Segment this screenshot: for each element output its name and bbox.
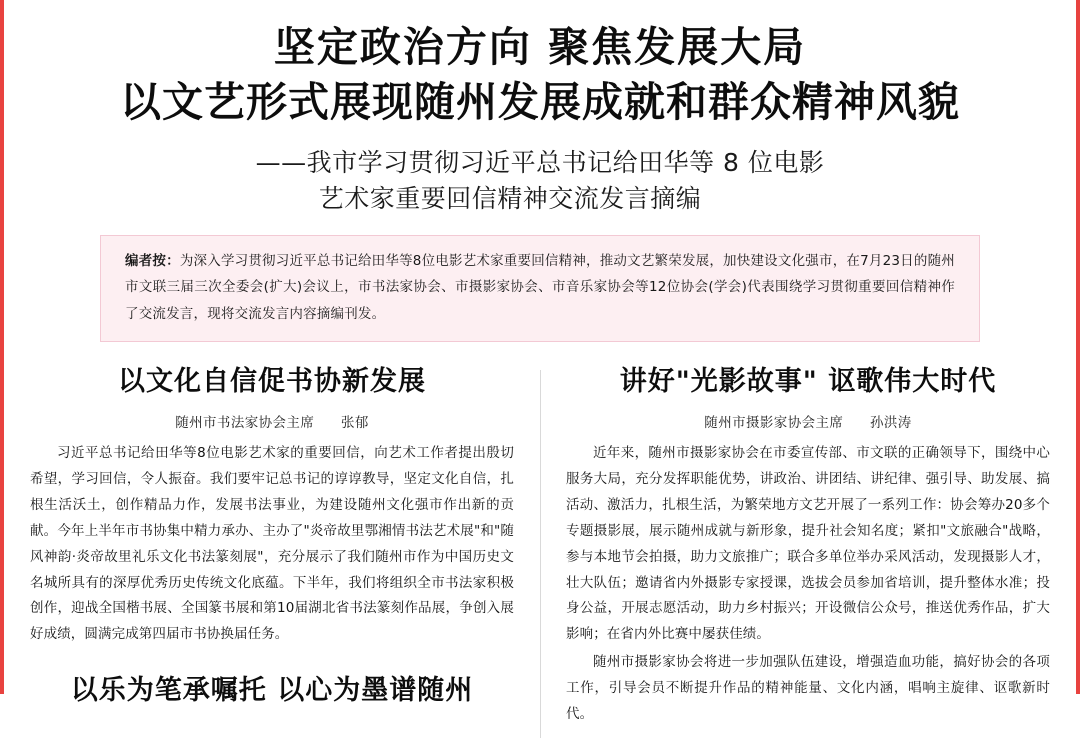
left-article-affiliation: 随州市书法家协会主席 [175, 415, 315, 432]
right-article-paragraph-2: 随州市摄影家协会将进一步加强队伍建设，增强造血功能，搞好协会的各项工作，引导会员不断提升作品的精神能量、文化内涵，唱响主旋律、讴歌新时代。 [566, 654, 1050, 723]
headline-line-1: 坚定政治方向 聚焦发展大局 [273, 23, 807, 71]
subheadline-line-1: ——我市学习贯彻习近平总书记给田华等 8 位电影 [255, 147, 825, 177]
editor-note-box [100, 235, 980, 342]
left-article-paragraph-1: 习近平总书记给田华等8位电影艺术家的重要回信，向艺术工作者提出殷切希望，学习回信，令人振奋。我们要牢记总书记的谆谆教导，坚定文化自信，扎根生活沃土，创作精品力作，发展书法事业，为建设随州文化强市作出新的贡献。今年上半年市书协集中精力承办、主办了"炎帝故里鄂湘情书法艺术展"和"随风神韵·炎帝故里礼乐文化书法篆刻展"，充分展示了我们随州市作为中国历史文名城所具有的深厚优秀历史传统文化底蕴。下半年，我们将组织全市书法家积极创作，迎战全国楷书展、全国篆书展和第10届湖北省书法篆刻作品展，争创入展好成绩，圆满完成第四届市书协换届任务。 [30, 445, 514, 643]
right-article-byline [566, 411, 1050, 431]
headline-line-2: 以文艺形式展现随州发展成就和群众精神风貌 [120, 78, 960, 127]
column-divider [540, 370, 541, 738]
right-article-column [540, 364, 1050, 728]
left-article-title: 以文化自信促书协新发展 [118, 365, 426, 397]
left-article-author: 张郁 [340, 415, 369, 432]
article-columns [30, 364, 1050, 728]
left-next-article-title: 以乐为笔承嘱托 以心为墨谱随州 [70, 675, 474, 707]
right-article-affiliation: 随州市摄影家协会主席 [704, 415, 844, 432]
right-article-author: 孙洪涛 [870, 415, 912, 432]
left-article-body [30, 441, 514, 648]
left-article-byline [30, 411, 514, 431]
left-article-column [30, 364, 540, 728]
subheadline [30, 145, 1050, 218]
editor-note-label: 编者按： [125, 253, 180, 269]
editor-note-text: 为深入学习贯彻习近平总书记给田华等8位电影艺术家重要回信精神，推动文艺繁荣发展，加快建设文化强市，在7月23日的随州市文联三届三次全委会(扩大)会议上，市书法家协会、市摄影家协会、市音乐家协会等12位协会(学会)代表围绕学习贯彻重要回信精神作了交流发言，现将交流发言内容摘编刊发。 [125, 253, 955, 322]
editor-note-paragraph [125, 248, 955, 327]
right-article-paragraph-1: 近年来，随州市摄影家协会在市委宣传部、市文联的正确领导下，围绕中心服务大局，充分发挥职能优势，讲政治、讲团结、讲纪律、强引导、助发展、搞活动、激活力，扎根生活，为繁荣地方文艺开展了一系列工作：协会筹办20多个专题摄影展，展示随州成就与新形象，提升社会知名度；紧扣"文旅融合"战略，参与本地节会拍摄，助力文旅推广；联合多单位举办采风活动，发现摄影人才，壮大队伍；邀请省内外摄影专家授课，选拔会员参加省培训，提升整体水准；投身公益，开展志愿活动，助力乡村振兴；开设微信公众号，推送优秀作品，扩大影响；在省内外比赛中屡获佳绩。 [566, 445, 1050, 643]
page-inner [4, 0, 1076, 723]
right-article-title: 讲好"光影故事" 讴歌伟大时代 [619, 365, 997, 397]
right-article-body [566, 441, 1050, 728]
masthead [30, 0, 1050, 129]
subheadline-line-2: 艺术家重要回信精神交流发言摘编 [318, 183, 702, 213]
